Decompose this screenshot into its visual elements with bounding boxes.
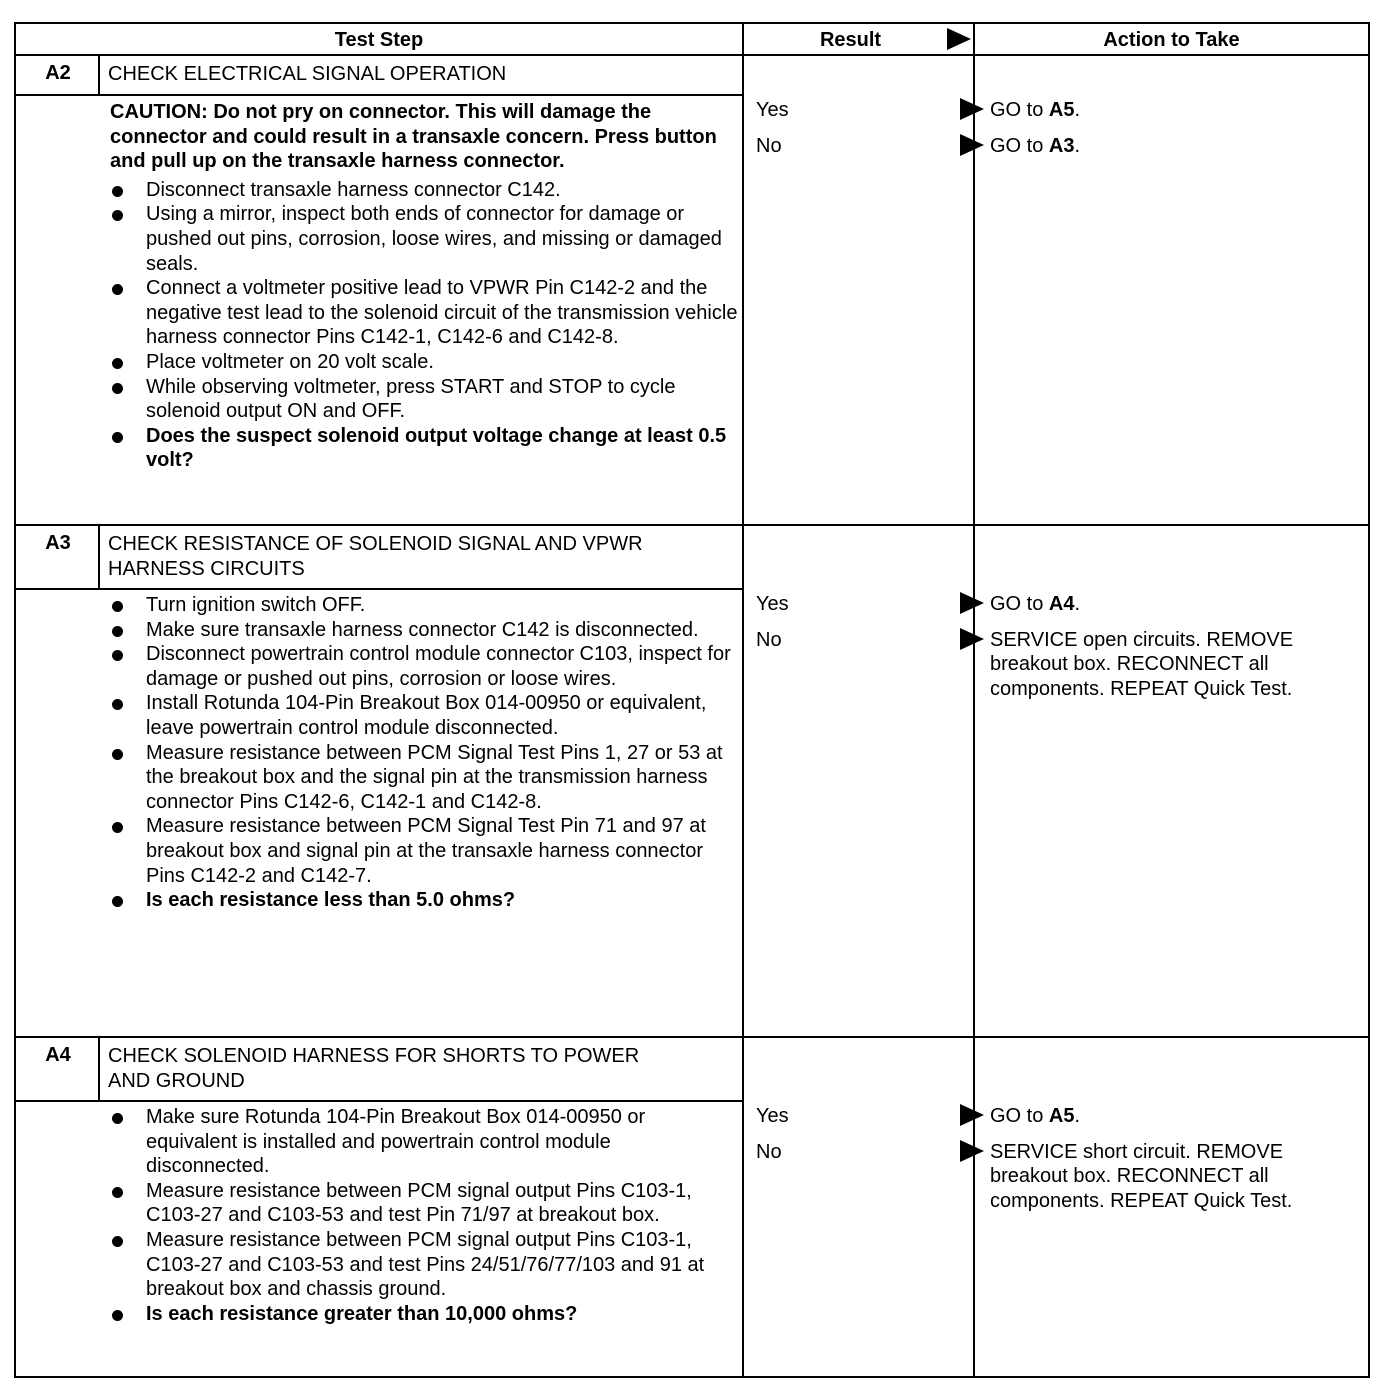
list-item: Place voltmeter on 20 volt scale.: [108, 350, 738, 375]
list-item: Measure resistance between PCM Signal Test Pins 1, 27 or 53 at the breakout box and the signal pin at the transmission harness connector Pins C142-6, C142-1 and C142-8.: [108, 741, 738, 815]
action-item: [990, 592, 1366, 617]
action-text: GO to: [990, 593, 1049, 615]
list-item: Install Rotunda 104-Pin Breakout Box 014-00950 or equivalent, leave powertrain control module disconnected.: [108, 691, 738, 740]
arrow-icon: [960, 592, 984, 614]
step-id-a4: A4: [45, 1044, 71, 1066]
list-item: Measure resistance between PCM signal output Pins C103-1, C103-27 and C103-53 and test Pins 24/51/76/77/103 and 91 at breakout box and chassis ground.: [108, 1228, 738, 1302]
step-id-a2: A2: [45, 62, 71, 84]
action-text: GO to: [990, 99, 1049, 121]
list-item: Is each resistance greater than 10,000 ohms?: [108, 1302, 738, 1327]
list-item: Does the suspect solenoid output voltage change at least 0.5 volt?: [108, 424, 738, 473]
list-item: Make sure transaxle harness connector C142 is disconnected.: [108, 618, 738, 643]
action-text: GO to: [990, 1105, 1049, 1127]
list-item: Measure resistance between PCM signal output Pins C103-1, C103-27 and C103-53 and test Pin 71/97 at breakout box.: [108, 1179, 738, 1228]
step-body-a3: [108, 593, 738, 913]
action-step-ref: A4: [1048, 593, 1075, 615]
action-suffix: .: [1074, 134, 1081, 157]
action-suffix: .: [1074, 99, 1081, 121]
result-label: No: [756, 1141, 782, 1163]
a3-title-line: [16, 588, 742, 590]
action-suffix: .: [1074, 593, 1081, 615]
results-a3: [754, 592, 984, 664]
header-result: [744, 24, 973, 56]
action-text: GO to: [990, 134, 1049, 157]
a3-bottom-line: [16, 1036, 1368, 1038]
list-item: Using a mirror, inspect both ends of connector for damage or pushed out pins, corrosion, loose wires, and missing or damaged seals.: [108, 202, 738, 276]
action-item: [990, 134, 1366, 159]
results-a4: [754, 1104, 984, 1176]
a2-title-line: [16, 94, 742, 96]
header-result-label: Result: [819, 29, 882, 51]
step-bullets-a4: [108, 1105, 738, 1326]
step-title-a3: CHECK RESISTANCE OF SOLENOID SIGNAL AND VPWR HARNESS CIRCUITS: [108, 533, 643, 580]
action-text: SERVICE open circuits. REMOVE breakout box. RECONNECT all components. REPEAT Quick Test.: [990, 628, 1294, 700]
step-title-a4: CHECK SOLENOID HARNESS FOR SHORTS TO POWER AND GROUND: [108, 1045, 640, 1092]
result-row: [754, 1104, 984, 1140]
caution-text: CAUTION: Do not pry on connector. This will damage the connector and could result in a transaxle concern. Press button and pull up on the transaxle harness connector.: [110, 101, 717, 173]
a2-bottom-line: [16, 524, 1368, 526]
arrow-icon: [960, 1140, 984, 1162]
result-label: Yes: [756, 593, 789, 615]
action-step-ref: A3: [1048, 134, 1075, 157]
result-row: [754, 134, 984, 170]
test-step-table: [14, 22, 1370, 1378]
step-bullets-a2: [108, 178, 738, 473]
result-row: [754, 98, 984, 134]
actions-a4: [990, 1104, 1366, 1225]
action-item: [990, 1104, 1366, 1129]
result-label: Yes: [756, 99, 789, 121]
step-title-a2: CHECK ELECTRICAL SIGNAL OPERATION: [108, 63, 507, 85]
result-label: Yes: [756, 1105, 789, 1127]
result-row: [754, 628, 984, 664]
arrow-icon: [960, 98, 984, 120]
action-item: [990, 98, 1366, 123]
step-body-a4: [108, 1105, 738, 1326]
result-row: [754, 592, 984, 628]
list-item: Make sure Rotunda 104-Pin Breakout Box 014-00950 or equivalent is installed and powertrain control module disconnected.: [108, 1105, 738, 1179]
action-item: [990, 628, 1366, 702]
list-item: Disconnect powertrain control module connector C103, inspect for damage or pushed out pins, corrosion or loose wires.: [108, 642, 738, 691]
result-row: [754, 1140, 984, 1176]
arrow-icon: [960, 1104, 984, 1126]
action-item: [990, 1140, 1366, 1214]
actions-a2: [990, 98, 1366, 170]
action-suffix: .: [1074, 1105, 1081, 1127]
actions-a3: [990, 592, 1366, 713]
list-item: Is each resistance less than 5.0 ohms?: [108, 888, 738, 913]
action-step-ref: A5: [1048, 1105, 1075, 1127]
list-item: While observing voltmeter, press START and STOP to cycle solenoid output ON and OFF.: [108, 375, 738, 424]
arrow-icon: [960, 628, 984, 650]
action-step-ref: A5: [1048, 99, 1075, 121]
header-test-step: Test Step: [334, 29, 424, 51]
header-arrow-icon: [947, 28, 971, 50]
list-item: Measure resistance between PCM Signal Test Pin 71 and 97 at breakout box and signal pin at the transaxle harness connector Pins C142-2 and C142-7.: [108, 814, 738, 888]
step-body-a2: [108, 100, 738, 473]
a4-title-line: [16, 1100, 742, 1102]
list-item: Connect a voltmeter positive lead to VPWR Pin C142-2 and the negative test lead to the solenoid circuit of the transmission vehicle harness connector Pins C142-1, C142-6 and C142-8.: [108, 276, 738, 350]
results-a2: [754, 98, 984, 170]
step-bullets-a3: [108, 593, 738, 913]
action-text: SERVICE short circuit. REMOVE breakout box. RECONNECT all components. REPEAT Quick Test.: [990, 1140, 1293, 1212]
list-item: Disconnect transaxle harness connector C142.: [108, 178, 738, 203]
arrow-icon: [960, 134, 984, 156]
header-action: Action to Take: [1103, 29, 1240, 51]
result-label: No: [756, 135, 782, 157]
step-id-a3: A3: [45, 532, 71, 554]
list-item: Turn ignition switch OFF.: [108, 593, 738, 618]
divider-result-col: [742, 24, 744, 1376]
result-label: No: [756, 629, 782, 651]
